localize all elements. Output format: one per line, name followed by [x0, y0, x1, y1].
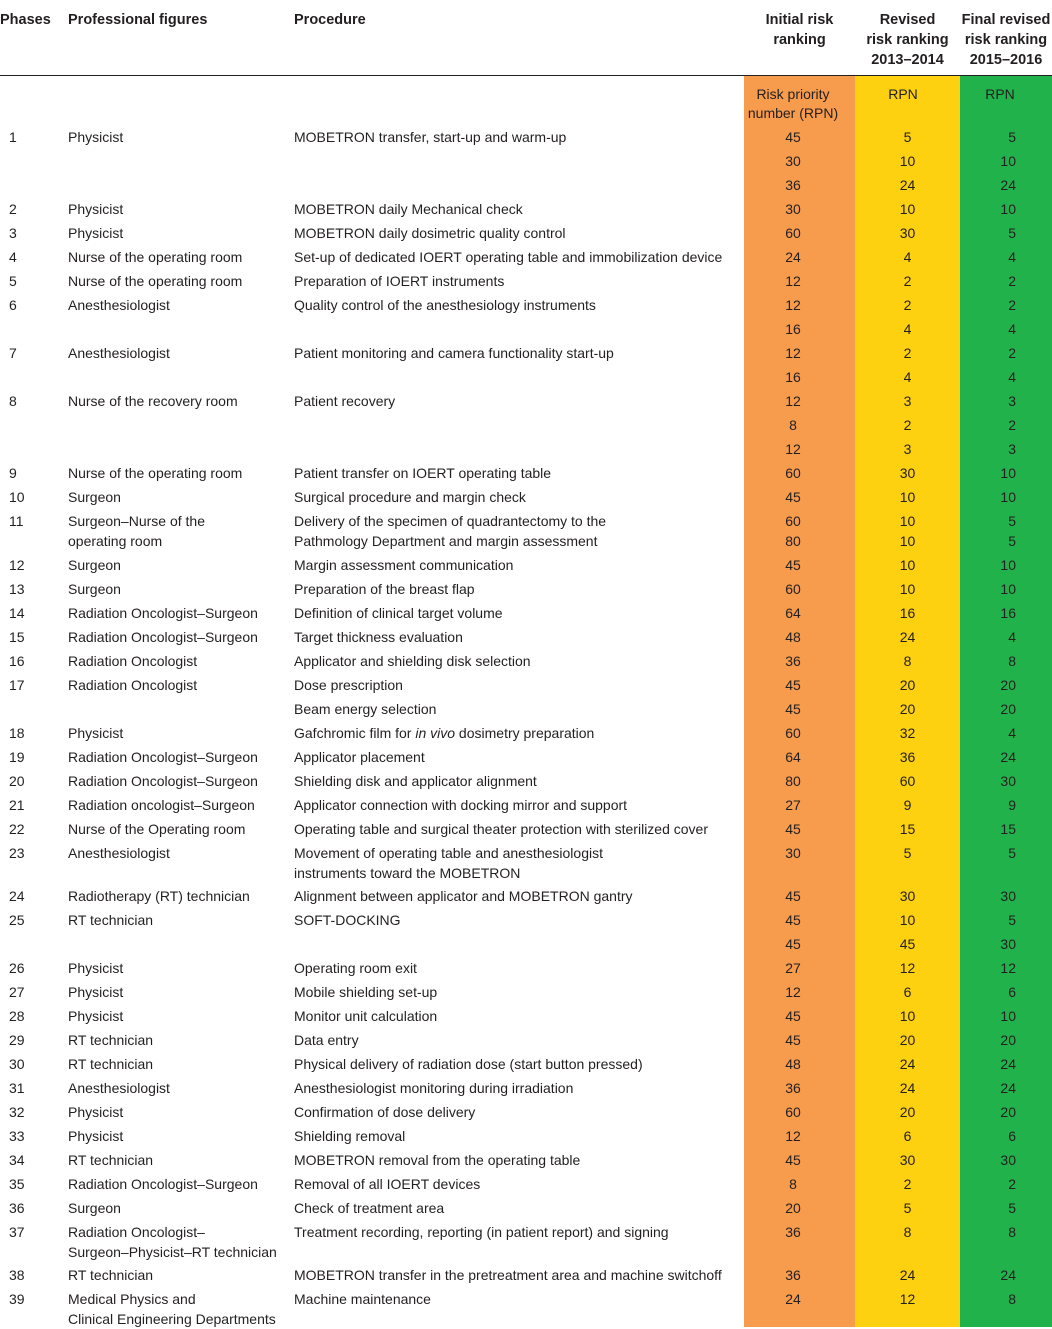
revised-rpn-cell: 2 [903, 345, 912, 361]
phase-cell: 32 [9, 1104, 25, 1120]
procedure-cell: Confirmation of dose delivery [294, 1104, 476, 1120]
final-rpn-cell: 2 [1008, 1176, 1016, 1192]
final-rpn-cell: 4 [1008, 725, 1016, 741]
procedure-cell: Shielding disk and applicator alignment [294, 773, 537, 789]
procedure-cell: Data entry [294, 1032, 359, 1048]
final-rpn-cell: 30 [1000, 888, 1016, 904]
professional-figure-cell: Radiation Oncologist–Surgeon [68, 1176, 258, 1192]
revised-rpn-cell: 4 [903, 369, 912, 385]
procedure-cell: MOBETRON daily Mechanical check [294, 201, 523, 217]
final-rpn-cell: 6 [1008, 1128, 1016, 1144]
procedure-cell: Preparation of the breast flap [294, 581, 475, 597]
professional-figure-cell: Anesthesiologist [68, 297, 170, 313]
initial-rpn-cell: 45 [785, 701, 801, 717]
initial-rpn-cell: 45 [785, 1152, 801, 1168]
revised-rpn-cell: 15 [899, 821, 916, 837]
initial-rpn-cell: 64 [785, 605, 801, 621]
revised-rpn-cell: 8 [903, 653, 912, 669]
procedure-cell: Patient recovery [294, 393, 396, 409]
phase-cell: 18 [9, 725, 25, 741]
phase-cell: 28 [9, 1008, 25, 1024]
professional-figure-cell: Radiation oncologist–Surgeon [68, 797, 255, 813]
phase-cell: 37 [9, 1224, 25, 1240]
revised-rpn-cell: 20 [899, 1104, 916, 1120]
final-rpn-cell: 5 5 [1008, 513, 1016, 549]
initial-rpn-cell: 64 [785, 749, 801, 765]
final-rpn-cell: 20 [1000, 701, 1016, 717]
revised-rpn-cell: 8 [903, 1224, 912, 1240]
revised-rpn-cell: 10 [899, 581, 916, 597]
final-rpn-cell: 24 [1000, 1056, 1016, 1072]
phase-cell: 5 [9, 273, 17, 289]
procedure-cell: Patient monitoring and camera functionality start-up [294, 345, 614, 361]
final-rpn-cell: 10 [1000, 201, 1016, 217]
procedure-cell: Alignment between applicator and MOBETRON gantry [294, 888, 633, 904]
professional-figure-cell: RT technician [68, 1152, 154, 1168]
initial-rpn-cell: 36 [785, 177, 801, 193]
final-rpn-cell: 10 [1000, 1008, 1016, 1024]
professional-figure-cell: Surgeon–Nurse of the operating room [68, 513, 205, 549]
final-rpn-cell: 8 [1008, 1291, 1016, 1307]
phase-cell: 9 [9, 465, 17, 481]
professional-figure-cell: Physicist [68, 960, 124, 976]
professional-figure-cell: Anesthesiologist [68, 345, 170, 361]
procedure-cell: Machine maintenance [294, 1291, 431, 1307]
professional-figure-cell: Radiotherapy (RT) technician [68, 888, 250, 904]
initial-rpn-cell: 36 [785, 1224, 801, 1240]
final-rpn-cell: 2 [1008, 417, 1016, 433]
final-rpn-cell: 3 [1008, 393, 1016, 409]
revised-rpn-cell: 20 [899, 677, 916, 693]
final-rpn-cell: 8 [1008, 1224, 1016, 1240]
professional-figure-cell: Radiation Oncologist–Surgeon [68, 605, 258, 621]
professional-figure-cell: Physicist [68, 1128, 124, 1144]
phase-cell: 3 [9, 225, 17, 241]
professional-figure-cell: RT technician [68, 1267, 154, 1283]
professional-figure-cell: Radiation Oncologist– Surgeon–Physicist–RT technician [68, 1224, 277, 1260]
phase-cell: 22 [9, 821, 25, 837]
phase-cell: 26 [9, 960, 25, 976]
professional-figure-cell: Nurse of the Operating room [68, 821, 246, 837]
phase-cell: 14 [9, 605, 25, 621]
revised-rpn-cell: 4 [903, 249, 912, 265]
final-rpn-cell: 10 [1000, 489, 1016, 505]
revised-rpn-cell: 24 [899, 1267, 916, 1283]
initial-rpn-cell: 45 [785, 1032, 801, 1048]
procedure-cell: Preparation of IOERT instruments [294, 273, 505, 289]
procedure-cell: MOBETRON removal from the operating table [294, 1152, 581, 1168]
revised-rpn-cell: 5 [903, 1200, 912, 1216]
procedure-cell: Applicator placement [294, 749, 425, 765]
phase-cell: 4 [9, 249, 17, 265]
revised-rpn-cell: 10 [899, 489, 916, 505]
final-rpn-cell: 5 [1008, 1200, 1016, 1216]
professional-figure-cell: Radiation Oncologist [68, 677, 198, 693]
procedure-cell: Shielding removal [294, 1128, 406, 1144]
revised-rpn-cell: 6 [903, 1128, 912, 1144]
phase-cell: 31 [9, 1080, 25, 1096]
final-rpn-cell: 4 [1008, 321, 1016, 337]
initial-rpn-cell: 8 [789, 417, 797, 433]
initial-rpn-cell: 24 [785, 249, 801, 265]
professional-figure-cell: Nurse of the operating room [68, 465, 243, 481]
professional-figure-cell: Medical Physics and Clinical Engineering Departments [68, 1291, 276, 1327]
initial-rpn-cell: 30 [785, 845, 801, 861]
professional-figure-cell: Surgeon [68, 581, 121, 597]
professional-figure-cell: Surgeon [68, 489, 121, 505]
professional-figure-cell: Nurse of the operating room [68, 249, 243, 265]
revised-rpn-cell: 5 [903, 845, 912, 861]
final-rpn-cell: 24 [1000, 749, 1016, 765]
final-rpn-cell: 2 [1008, 297, 1016, 313]
final-rpn-cell: 12 [1000, 960, 1016, 976]
final-rpn-cell: 9 [1008, 797, 1016, 813]
initial-rpn-cell: 36 [785, 653, 801, 669]
professional-figure-cell: Anesthesiologist [68, 845, 170, 861]
phase-cell: 25 [9, 912, 25, 928]
phase-cell: 33 [9, 1128, 25, 1144]
revised-rpn-cell: 30 [899, 225, 916, 241]
procedure-cell: Applicator and shielding disk selection [294, 653, 531, 669]
initial-rpn-cell: 45 [785, 1008, 801, 1024]
final-rpn-cell: 6 [1008, 984, 1016, 1000]
initial-rpn-cell: 12 [785, 273, 801, 289]
professional-figure-cell: Physicist [68, 725, 124, 741]
revised-rpn-cell: 2 [903, 297, 912, 313]
phase-cell: 12 [9, 557, 25, 573]
header-final-revised-risk: Final revised risk ranking 2015–2016 [961, 12, 1051, 68]
initial-rpn-cell: 36 [785, 1267, 801, 1283]
phase-cell: 38 [9, 1267, 25, 1283]
initial-rpn-cell: 12 [785, 393, 801, 409]
phase-cell: 13 [9, 581, 25, 597]
final-rpn-cell: 5 [1008, 225, 1016, 241]
final-rpn-cell: 20 [1000, 677, 1016, 693]
initial-rpn-cell: 80 [785, 773, 801, 789]
final-rpn-cell: 24 [1000, 1080, 1016, 1096]
revised-rpn-cell: 12 [899, 960, 916, 976]
phase-cell: 2 [9, 201, 17, 217]
revised-rpn-cell: 10 [899, 153, 916, 169]
initial-rpn-cell: 60 80 [785, 513, 801, 549]
phase-cell: 36 [9, 1200, 25, 1216]
revised-rpn-cell: 12 [899, 1291, 916, 1307]
professional-figure-cell: RT technician [68, 1032, 154, 1048]
revised-rpn-cell: 10 [899, 201, 916, 217]
phase-cell: 16 [9, 653, 25, 669]
revised-rpn-cell: 3 [903, 393, 912, 409]
procedure-cell: Applicator connection with docking mirror and support [294, 797, 628, 813]
initial-rpn-cell: 24 [785, 1291, 801, 1307]
final-rpn-cell: 20 [1000, 1032, 1016, 1048]
procedure-cell: Quality control of the anesthesiology instruments [294, 297, 596, 313]
final-rpn-cell: 5 [1008, 912, 1016, 928]
phase-cell: 30 [9, 1056, 25, 1072]
final-rpn-cell: 16 [1000, 605, 1016, 621]
procedure-cell: Mobile shielding set-up [294, 984, 438, 1000]
procedure-cell: Treatment recording, reporting (in patient report) and signing [294, 1224, 669, 1240]
initial-rpn-cell: 45 [785, 489, 801, 505]
phase-cell: 39 [9, 1291, 25, 1307]
final-rpn-cell: 4 [1008, 249, 1016, 265]
professional-figure-cell: Physicist [68, 225, 124, 241]
revised-rpn-cell: 3 [903, 441, 912, 457]
professional-figure-cell: Nurse of the operating room [68, 273, 243, 289]
procedure-cell: MOBETRON transfer in the pretreatment area and machine switchoff [294, 1267, 722, 1283]
revised-rpn-cell: 16 [899, 605, 916, 621]
final-rpn-cell: 4 [1008, 369, 1016, 385]
initial-rpn-cell: 16 [785, 321, 801, 337]
revised-rpn-cell: 10 [899, 912, 916, 928]
final-rpn-cell: 8 [1008, 653, 1016, 669]
procedure-cell: Operating room exit [294, 960, 417, 976]
final-rpn-cell: 10 [1000, 153, 1016, 169]
phase-cell: 1 [9, 129, 17, 145]
subheader-initial-rpn: Risk priority number (RPN) [747, 86, 839, 121]
header-phases: Phases [0, 12, 51, 28]
final-rpn-cell: 2 [1008, 345, 1016, 361]
header-revised-risk: Revised risk ranking 2013–2014 [866, 12, 949, 68]
subheader-revised-rpn: RPN [888, 86, 918, 102]
revised-rpn-cell: 10 [899, 557, 916, 573]
revised-rpn-cell: 30 [899, 465, 916, 481]
revised-rpn-cell: 60 [899, 773, 916, 789]
revised-rpn-cell: 36 [899, 749, 916, 765]
initial-rpn-cell: 45 [785, 677, 801, 693]
professional-figure-cell: Nurse of the recovery room [68, 393, 238, 409]
final-rpn-cell: 4 [1008, 629, 1016, 645]
initial-rpn-cell: 12 [785, 984, 801, 1000]
professional-figure-cell: Radiation Oncologist–Surgeon [68, 773, 258, 789]
professional-figure-cell: RT technician [68, 1056, 154, 1072]
revised-rpn-cell: 2 [903, 1176, 912, 1192]
revised-rpn-cell: 4 [903, 321, 912, 337]
procedure-cell: Physical delivery of radiation dose (start button pressed) [294, 1056, 643, 1072]
phase-cell: 7 [9, 345, 17, 361]
phase-cell: 6 [9, 297, 17, 313]
procedure-cell: Patient transfer on IOERT operating table [294, 465, 552, 481]
final-rpn-cell: 5 [1008, 129, 1016, 145]
procedure-cell: Removal of all IOERT devices [294, 1176, 481, 1192]
header-professional-figures: Professional figures [68, 12, 208, 28]
revised-rpn-cell: 45 [899, 936, 916, 952]
phase-cell: 34 [9, 1152, 25, 1168]
revised-rpn-cell: 9 [903, 797, 912, 813]
phase-cell: 35 [9, 1176, 25, 1192]
header-procedure: Procedure [294, 12, 366, 28]
professional-figure-cell: Anesthesiologist [68, 1080, 170, 1096]
professional-figure-cell: Physicist [68, 1104, 124, 1120]
initial-rpn-cell: 30 [785, 153, 801, 169]
procedure-cell: Monitor unit calculation [294, 1008, 438, 1024]
initial-rpn-cell: 30 [785, 201, 801, 217]
initial-rpn-cell: 45 [785, 912, 801, 928]
initial-rpn-cell: 60 [785, 581, 801, 597]
phase-cell: 24 [9, 888, 25, 904]
phase-cell: 21 [9, 797, 25, 813]
revised-rpn-cell: 10 [899, 1008, 916, 1024]
procedure-cell: Check of treatment area [294, 1200, 445, 1216]
revised-rpn-cell: 30 [899, 888, 916, 904]
procedure-cell: Definition of clinical target volume [294, 605, 503, 621]
table-header [0, 0, 1052, 76]
initial-rpn-cell: 8 [789, 1176, 797, 1192]
phase-cell: 23 [9, 845, 25, 861]
phase-cell: 19 [9, 749, 25, 765]
professional-figure-cell: RT technician [68, 912, 154, 928]
initial-rpn-cell: 45 [785, 129, 801, 145]
revised-rpn-cell: 6 [903, 984, 912, 1000]
initial-rpn-cell: 12 [785, 441, 801, 457]
phase-cell: 10 [9, 489, 25, 505]
initial-rpn-cell: 45 [785, 557, 801, 573]
final-rpn-cell: 20 [1000, 1104, 1016, 1120]
final-rpn-cell: 30 [1000, 936, 1016, 952]
final-rpn-cell: 24 [1000, 177, 1016, 193]
initial-rpn-cell: 12 [785, 345, 801, 361]
final-rpn-cell: 3 [1008, 441, 1016, 457]
initial-rpn-cell: 12 [785, 297, 801, 313]
professional-figure-cell: Surgeon [68, 557, 121, 573]
revised-rpn-cell: 5 [903, 129, 912, 145]
header-initial-risk: Initial risk ranking [765, 12, 834, 48]
initial-rpn-cell: 45 [785, 936, 801, 952]
revised-rpn-cell: 2 [903, 273, 912, 289]
initial-rpn-cell: 27 [785, 797, 801, 813]
phase-cell: 8 [9, 393, 17, 409]
revised-rpn-cell: 24 [899, 177, 916, 193]
revised-rpn-cell: 2 [903, 417, 912, 433]
final-rpn-cell: 10 [1000, 465, 1016, 481]
initial-rpn-cell: 45 [785, 888, 801, 904]
initial-rpn-cell: 60 [785, 465, 801, 481]
revised-rpn-cell: 20 [899, 701, 916, 717]
initial-rpn-cell: 27 [785, 960, 801, 976]
final-rpn-cell: 10 [1000, 557, 1016, 573]
final-rpn-cell: 24 [1000, 1267, 1016, 1283]
procedure-cell: Delivery of the specimen of quadrantectomy to the Pathmology Department and margin assessment [294, 513, 607, 549]
procedure-cell: Margin assessment communication [294, 557, 514, 573]
procedure-cell: SOFT-DOCKING [294, 912, 401, 928]
phase-cell: 15 [9, 629, 25, 645]
initial-rpn-cell: 60 [785, 725, 801, 741]
procedure-cell: Beam energy selection [294, 701, 437, 717]
revised-rpn-cell: 24 [899, 629, 916, 645]
professional-figure-cell: Physicist [68, 201, 124, 217]
final-rpn-cell: 5 [1008, 845, 1016, 861]
initial-rpn-cell: 16 [785, 369, 801, 385]
final-rpn-cell: 10 [1000, 581, 1016, 597]
revised-rpn-cell: 32 [899, 725, 916, 741]
revised-rpn-cell: 30 [899, 1152, 916, 1168]
procedure-cell: Surgical procedure and margin check [294, 489, 526, 505]
procedure-cell: Gafchromic film for in vivo dosimetry preparation [294, 725, 595, 741]
final-rpn-cell: 30 [1000, 1152, 1016, 1168]
phase-cell: 11 [9, 513, 24, 529]
procedure-cell: MOBETRON daily dosimetric quality control [294, 225, 566, 241]
final-rpn-cell: 30 [1000, 773, 1016, 789]
procedure-cell: Operating table and surgical theater protection with sterilized cover [294, 821, 708, 837]
procedure-cell: Set-up of dedicated IOERT operating table and immobilization device [294, 249, 723, 265]
phase-cell: 29 [9, 1032, 25, 1048]
initial-rpn-cell: 60 [785, 1104, 801, 1120]
initial-rpn-cell: 12 [785, 1128, 801, 1144]
procedure-cell: MOBETRON transfer, start-up and warm-up [294, 129, 567, 145]
final-rpn-cell: 15 [1000, 821, 1016, 837]
procedure-cell: Target thickness evaluation [294, 629, 463, 645]
initial-rpn-cell: 36 [785, 1080, 801, 1096]
professional-figure-cell: Radiation Oncologist–Surgeon [68, 749, 258, 765]
professional-figure-cell: Radiation Oncologist–Surgeon [68, 629, 258, 645]
initial-rpn-cell: 45 [785, 821, 801, 837]
initial-rpn-cell: 60 [785, 225, 801, 241]
revised-rpn-cell: 20 [899, 1032, 916, 1048]
procedure-cell: Dose prescription [294, 677, 403, 693]
phase-cell: 27 [9, 984, 25, 1000]
subheader-final-rpn: RPN [985, 86, 1015, 102]
revised-rpn-cell: 24 [899, 1080, 916, 1096]
professional-figure-cell: Physicist [68, 1008, 124, 1024]
initial-rpn-cell: 20 [785, 1200, 801, 1216]
revised-rpn-cell: 10 10 [899, 513, 916, 549]
procedure-cell: Movement of operating table and anesthesiologist instruments toward the MOBETRON [294, 845, 603, 881]
phase-cell: 17 [9, 677, 25, 693]
professional-figure-cell: Physicist [68, 984, 124, 1000]
phase-cell: 20 [9, 773, 25, 789]
procedure-cell: Anesthesiologist monitoring during irradiation [294, 1080, 574, 1096]
initial-rpn-cell: 48 [785, 629, 801, 645]
final-rpn-cell: 2 [1008, 273, 1016, 289]
professional-figure-cell: Surgeon [68, 1200, 121, 1216]
initial-rpn-cell: 48 [785, 1056, 801, 1072]
professional-figure-cell: Radiation Oncologist [68, 653, 198, 669]
revised-rpn-cell: 24 [899, 1056, 916, 1072]
professional-figure-cell: Physicist [68, 129, 124, 145]
